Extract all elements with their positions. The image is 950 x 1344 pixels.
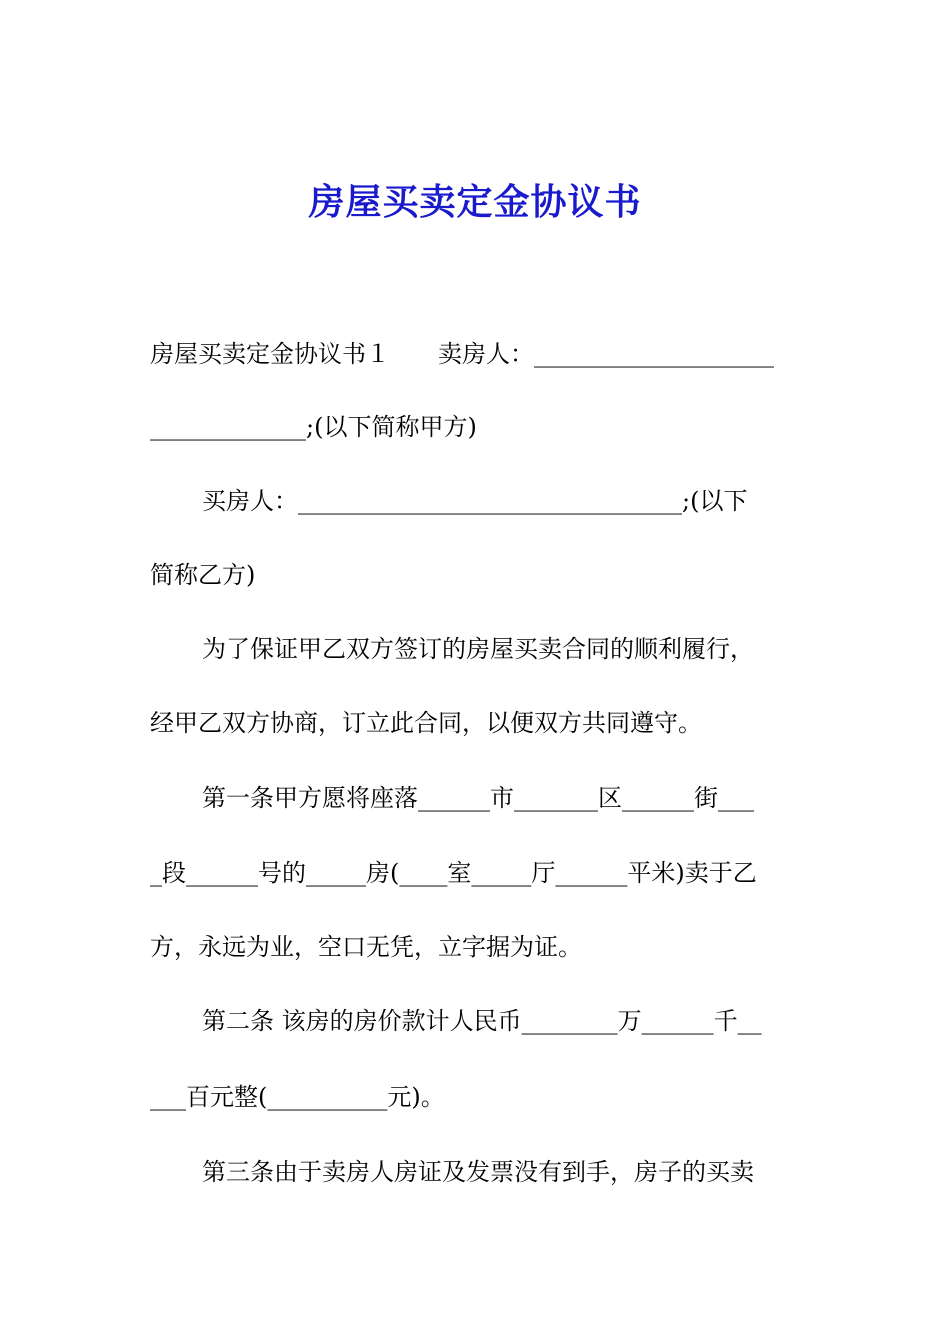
paragraph-line-6: 经甲乙双方协商，订立此合同，以便双方共同遵守。 xyxy=(150,709,702,737)
paragraph-line-9: 方，永远为业，空口无凭，立字据为证。 xyxy=(150,933,582,961)
paragraph-line-3: 买房人：________________________________;(以下 xyxy=(202,487,748,515)
paragraph-line-2: _____________;(以下简称甲方) xyxy=(150,413,477,441)
paragraph-line-5: 为了保证甲乙双方签订的房屋买卖合同的顺利履行， xyxy=(202,635,754,663)
paragraph-line-11: ___百元整(__________元)。 xyxy=(150,1083,445,1111)
paragraph-line-10: 第二条 该房的房价款计人民币________万______千__ xyxy=(202,1007,762,1035)
paragraph-line-12: 第三条由于卖房人房证及发票没有到手，房子的买卖 xyxy=(202,1158,754,1186)
paragraph-line-8: _段______号的_____房(____室_____厅______平米)卖于乙 xyxy=(150,859,757,887)
paragraph-line-1: 房屋买卖定金协议书１ 卖房人：____________________ xyxy=(150,340,774,368)
document-title: 房屋买卖定金协议书 xyxy=(308,182,642,223)
paragraph-line-4: 简称乙方) xyxy=(150,561,256,589)
paragraph-line-7: 第一条甲方愿将座落______市_______区______街___ xyxy=(202,784,754,812)
